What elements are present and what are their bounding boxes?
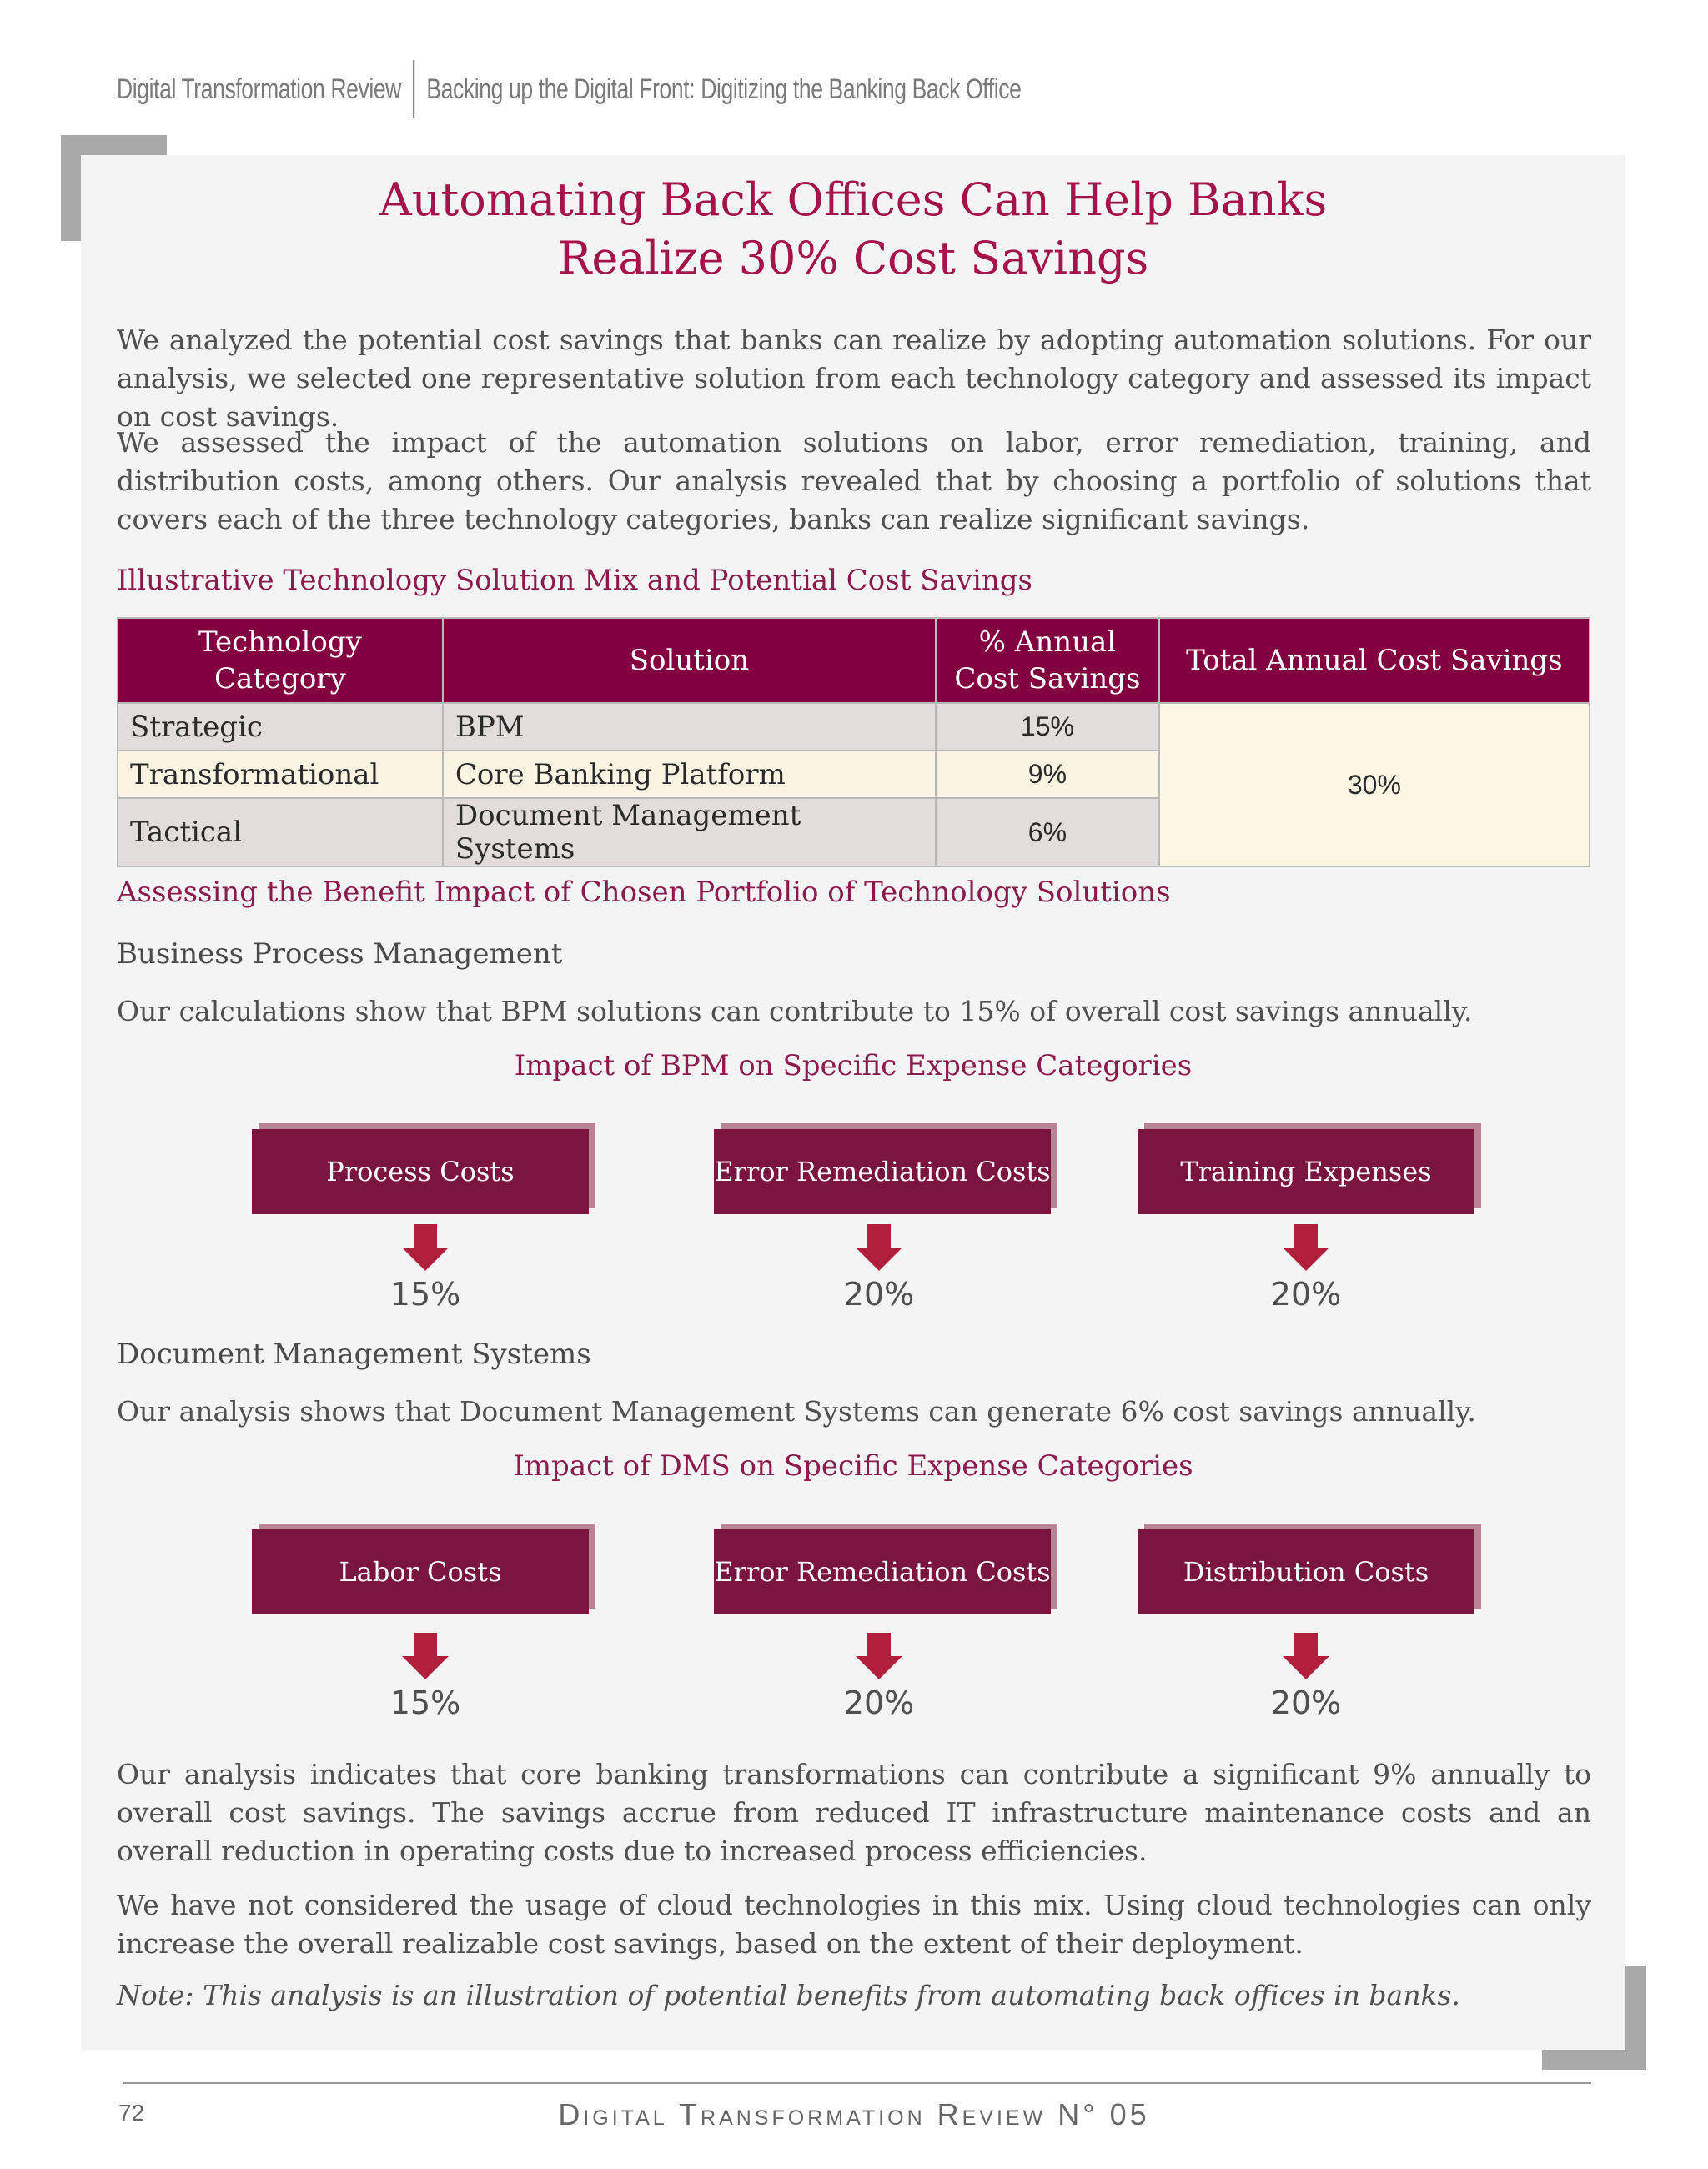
bpm-text: Our calculations show that BPM solutions can contribute to 15% of overall cost savings annually. bbox=[117, 995, 1473, 1027]
running-header bbox=[117, 60, 1021, 118]
page-number: 72 bbox=[118, 2100, 145, 2126]
dms-distribution-value: 20% bbox=[1270, 1684, 1342, 1721]
dms-text: Our analysis shows that Document Management Systems can generate 6% cost savings annually. bbox=[117, 1395, 1476, 1428]
dms-error-remediation-box: Error Remediation Costs bbox=[714, 1529, 1051, 1614]
category-cell: Tactical bbox=[118, 798, 443, 866]
bpm-caption: Impact of BPM on Specific Expense Categories bbox=[514, 1049, 1193, 1082]
corner-bracket-bottom-right-vertical bbox=[1625, 1966, 1646, 2070]
column-header: Technology Category bbox=[118, 618, 443, 703]
pct-cell: 9% bbox=[936, 751, 1159, 798]
assessment-title: Assessing the Benefit Impact of Chosen Portfolio of Technology Solutions bbox=[117, 876, 1171, 909]
dms-distribution-box: Distribution Costs bbox=[1138, 1529, 1474, 1614]
solution-cell: Document Management Systems bbox=[443, 798, 936, 866]
footer-divider bbox=[123, 2082, 1591, 2084]
down-arrow-icon bbox=[402, 1224, 449, 1271]
pct-cell: 6% bbox=[936, 798, 1159, 866]
closing-paragraph-2: We have not considered the usage of cloud technologies in this mix. Using cloud technologies can only increase the overall realizable cost savings, based on the extent of their deployment. bbox=[117, 1889, 1591, 1960]
solution-mix-table bbox=[117, 617, 1590, 867]
page-title bbox=[81, 171, 1625, 288]
solution-cell: Core Banking Platform bbox=[443, 751, 936, 798]
column-header: % Annual Cost Savings bbox=[936, 618, 1159, 703]
dms-error-remediation-value: 20% bbox=[843, 1684, 915, 1721]
corner-bracket-top-left-vertical bbox=[61, 135, 81, 241]
bpm-training-value: 20% bbox=[1270, 1276, 1342, 1313]
dms-labor-costs-value: 15% bbox=[389, 1684, 461, 1721]
dms-labor-costs-box: Labor Costs bbox=[252, 1529, 589, 1614]
dms-caption: Impact of DMS on Specific Expense Categories bbox=[513, 1449, 1193, 1483]
down-arrow-icon bbox=[856, 1633, 902, 1679]
intro-paragraph-1: We analyzed the potential cost savings that banks can realize by adopting automation solutions. For our analysis, we selected one representative solution from each technology category and assessed its impact on cost savings. bbox=[117, 324, 1591, 433]
table-title: Illustrative Technology Solution Mix and Potential Cost Savings bbox=[117, 564, 1032, 597]
footer-title: Digital Transformation Review N° 05 bbox=[558, 2097, 1150, 2131]
column-header: Total Annual Cost Savings bbox=[1159, 618, 1590, 703]
bpm-training-box: Training Expenses bbox=[1138, 1129, 1474, 1214]
bpm-error-remediation-box: Error Remediation Costs bbox=[714, 1129, 1051, 1214]
bpm-process-costs-value: 15% bbox=[389, 1276, 461, 1313]
solution-cell: BPM bbox=[443, 703, 936, 751]
table-row bbox=[118, 703, 1590, 751]
bpm-heading: Business Process Management bbox=[117, 937, 563, 971]
down-arrow-icon bbox=[402, 1633, 449, 1679]
bpm-process-costs-box: Process Costs bbox=[252, 1129, 589, 1214]
down-arrow-icon bbox=[1283, 1224, 1329, 1271]
table-header-row bbox=[118, 618, 1590, 703]
header-divider bbox=[413, 60, 414, 118]
closing-paragraph-1: Our analysis indicates that core banking transformations can contribute a significant 9% annually to overall cost savings. The savings accrue from reduced IT infrastructure maintenance costs and an overall reduction in operating costs due to increased process efficiencies. bbox=[117, 1758, 1591, 1867]
down-arrow-icon bbox=[856, 1224, 902, 1271]
category-cell: Transformational bbox=[118, 751, 443, 798]
dms-heading: Document Management Systems bbox=[117, 1338, 591, 1371]
publication-name: Digital Transformation Review bbox=[117, 73, 401, 105]
bpm-error-remediation-value: 20% bbox=[843, 1276, 915, 1313]
article-title: Backing up the Digital Front: Digitizing the Banking Back Office bbox=[426, 73, 1022, 105]
category-cell: Strategic bbox=[118, 703, 443, 751]
down-arrow-icon bbox=[1283, 1633, 1329, 1679]
total-savings-cell: 30% bbox=[1159, 703, 1590, 866]
page-title-line-1: Automating Back Offices Can Help Banks bbox=[379, 173, 1328, 226]
column-header: Solution bbox=[443, 618, 936, 703]
page-title-line-2: Realize 30% Cost Savings bbox=[557, 232, 1149, 284]
analysis-note: Note: This analysis is an illustration of potential benefits from automating back offices in banks. bbox=[117, 1979, 1460, 2011]
intro-paragraph-2: We assessed the impact of the automation solutions on labor, error remediation, training, and distribution costs, among others. Our analysis revealed that by choosing a portfolio of solutions that covers each of the three technology categories, banks can realize significant savings. bbox=[117, 426, 1591, 535]
pct-cell: 15% bbox=[936, 703, 1159, 751]
